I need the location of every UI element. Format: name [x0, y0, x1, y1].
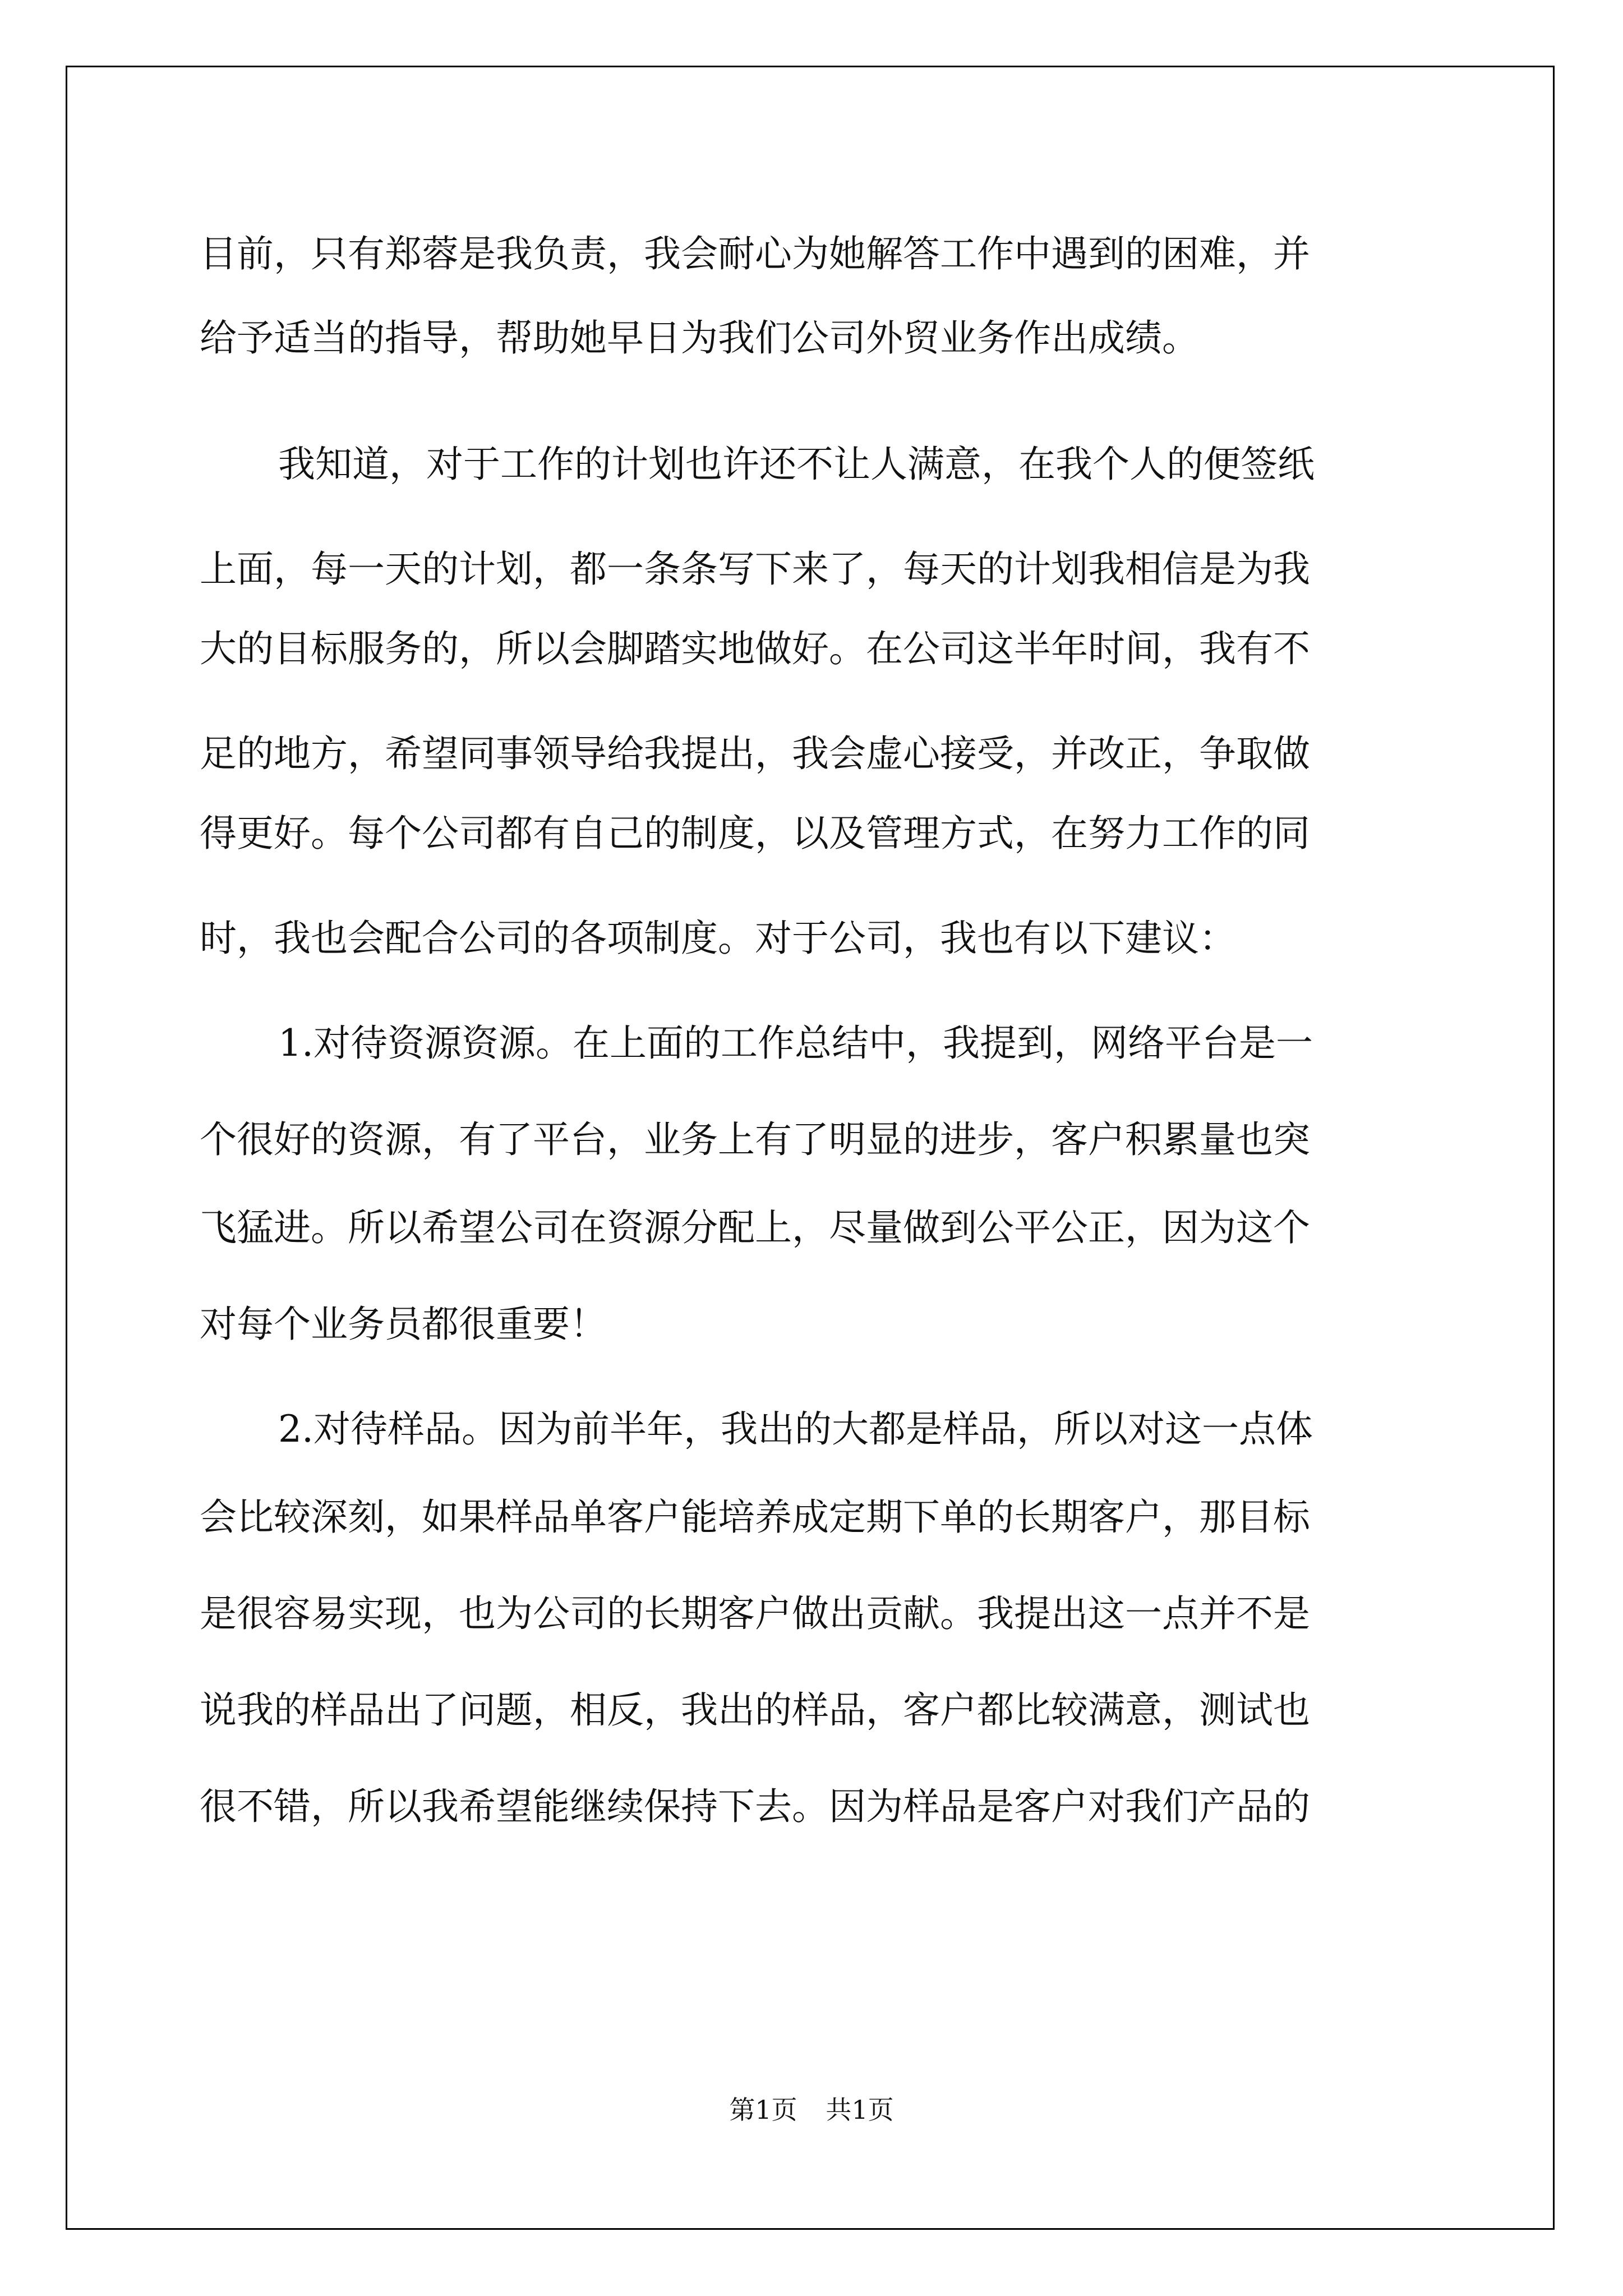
text-line: 会比较深刻，如果样品单客户能培养成定期下单的长期客户，那目标	[200, 1496, 1310, 1539]
text-line: 对每个业务员都很重要！	[200, 1303, 607, 1346]
text-line: 是很容易实现，也为公司的长期客户做出贡献。我提出这一点并不是	[200, 1592, 1310, 1635]
text-line: 上面，每一天的计划，都一条条写下来了，每天的计划我相信是为我	[200, 547, 1310, 591]
page-total: 共1页	[826, 2095, 894, 2125]
text-line: 时，我也会配合公司的各项制度。对于公司，我也有以下建议：	[200, 917, 1236, 960]
text-line: 我知道，对于工作的计划也许还不让人满意，在我个人的便签纸	[278, 443, 1315, 486]
text-line: 飞猛进。所以希望公司在资源分配上，尽量做到公平公正，因为这个	[200, 1206, 1310, 1249]
text-line: 目前，只有郑蓉是我负责，我会耐心为她解答工作中遇到的困难，并	[200, 232, 1310, 275]
text-line: 1.对待资源资源。在上面的工作总结中，我提到，网络平台是一	[278, 1022, 1313, 1065]
text-line: 很不错，所以我希望能继续保持下去。因为样品是客户对我们产品的	[200, 1785, 1310, 1828]
text-line: 得更好。每个公司都有自己的制度，以及管理方式，在努力工作的同	[200, 812, 1310, 855]
text-line: 大的目标服务的，所以会脚踏实地做好。在公司这半年时间，我有不	[200, 627, 1310, 670]
text-line: 2.对待样品。因为前半年，我出的大都是样品，所以对这一点体	[278, 1407, 1313, 1451]
page-number: 第1页	[729, 2095, 797, 2125]
text-line: 说我的样品出了问题，相反，我出的样品，客户都比较满意，测试也	[200, 1688, 1310, 1732]
page-footer	[0, 2090, 1623, 2127]
text-line: 个很好的资源，有了平台，业务上有了明显的进步，客户积累量也突	[200, 1118, 1310, 1161]
text-line: 足的地方，希望同事领导给我提出，我会虚心接受，并改正，争取做	[200, 732, 1310, 775]
text-line: 给予适当的指导，帮助她早日为我们公司外贸业务作出成绩。	[200, 316, 1199, 360]
